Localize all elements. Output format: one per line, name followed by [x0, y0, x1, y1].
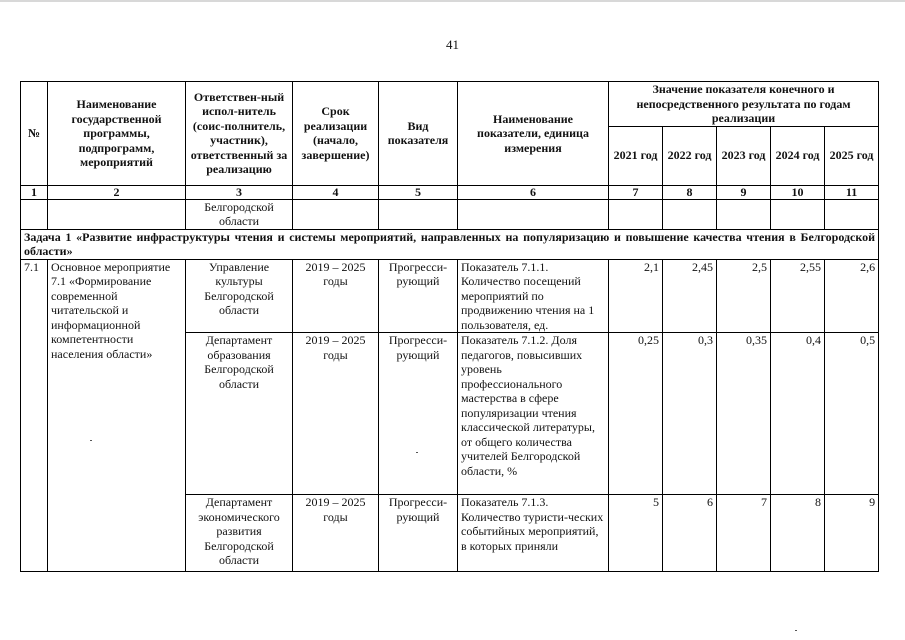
value-2022: 2,45: [663, 259, 717, 333]
header-program-name: Наименование государственной программы, подпрограмм, мероприятий: [48, 82, 186, 186]
task-row: [21, 229, 879, 259]
value-2022: 6: [663, 495, 717, 572]
value-2022: 0,3: [663, 333, 717, 495]
column-number: 9: [717, 185, 771, 199]
continuation-executor: Белгородской области: [186, 199, 293, 229]
header-indicator-name: Наименование показатели, единица измерения: [458, 82, 609, 186]
column-number: 1: [21, 185, 48, 199]
activity-name: Основное мероприятие 7.1 «Формирование современной читательской и информационной компетентности населения области»: [48, 259, 186, 572]
row-indicator: Показатель 7.1.3. Количество туристи-ческих событийных мероприятий, в которых приняли: [458, 495, 609, 572]
row-executor: Департамент образования Белгородской области: [186, 333, 293, 495]
activity-number: 7.1: [21, 259, 48, 572]
row-indicator: Показатель 7.1.2. Доля педагогов, повысивших уровень профессионального мастерства в сфере популяризации чтения классической литературы, от общего количества учителей Белгородской области, %: [458, 333, 609, 495]
column-number: 8: [663, 185, 717, 199]
value-2025: 2,6: [825, 259, 879, 333]
value-2021: 5: [609, 495, 663, 572]
page-number: 41: [446, 37, 459, 52]
column-number: 4: [293, 185, 379, 199]
header-year-2024: 2024 год: [771, 126, 825, 185]
column-number: 6: [458, 185, 609, 199]
header-year-2025: 2025 год: [825, 126, 879, 185]
scan-top-edge: [0, 0, 905, 2]
row-indicator-type: Прогресси-рующий: [379, 495, 458, 572]
column-number: 3: [186, 185, 293, 199]
value-2023: 7: [717, 495, 771, 572]
header-row-top: [21, 82, 879, 127]
column-numbers-row: [21, 185, 879, 199]
row-executor: Управление культуры Белгородской области: [186, 259, 293, 333]
header-year-2023: 2023 год: [717, 126, 771, 185]
value-2025: 0,5: [825, 333, 879, 495]
value-2023: 2,5: [717, 259, 771, 333]
column-number: 11: [825, 185, 879, 199]
value-2021: 0,25: [609, 333, 663, 495]
value-2025: 9: [825, 495, 879, 572]
task-title: Задача 1 «Развитие инфраструктуры чтения и системы мероприятий, направленных на популяризацию и повышение качества чтения в Белгородской области»: [21, 229, 879, 259]
row-term: 2019 – 2025 годы: [293, 333, 379, 495]
value-2024: 0,4: [771, 333, 825, 495]
value-2024: 8: [771, 495, 825, 572]
scan-speck: [795, 630, 797, 631]
column-number: 7: [609, 185, 663, 199]
column-number: 10: [771, 185, 825, 199]
header-indicator-type: Вид показателя: [379, 82, 458, 186]
value-2024: 2,55: [771, 259, 825, 333]
program-indicators-table: [20, 81, 879, 572]
scan-speck: [90, 440, 92, 441]
row-indicator-type: Прогресси-рующий: [379, 333, 458, 495]
header-year-2021: 2021 год: [609, 126, 663, 185]
header-no: №: [21, 82, 48, 186]
continuation-row: [21, 199, 879, 229]
value-2021: 2,1: [609, 259, 663, 333]
row-indicator-type: Прогресси-рующий: [379, 259, 458, 333]
table-row: [21, 259, 879, 333]
column-number: 2: [48, 185, 186, 199]
header-year-2022: 2022 год: [663, 126, 717, 185]
header-term: Срок реализации (начало, завершение): [293, 82, 379, 186]
header-values-by-year: Значение показателя конечного и непосредственного результата по годам реализации: [609, 82, 879, 127]
row-term: 2019 – 2025 годы: [293, 259, 379, 333]
row-indicator: Показатель 7.1.1. Количество посещений мероприятий по продвижению чтения на 1 пользователя, ед.: [458, 259, 609, 333]
scan-speck: [416, 452, 418, 453]
row-term: 2019 – 2025 годы: [293, 495, 379, 572]
row-executor: Департамент экономического развития Белгородской области: [186, 495, 293, 572]
header-executor: Ответствен-ный испол-нитель (соис-полнитель, участник), ответственный за реализацию: [186, 82, 293, 186]
value-2023: 0,35: [717, 333, 771, 495]
column-number: 5: [379, 185, 458, 199]
